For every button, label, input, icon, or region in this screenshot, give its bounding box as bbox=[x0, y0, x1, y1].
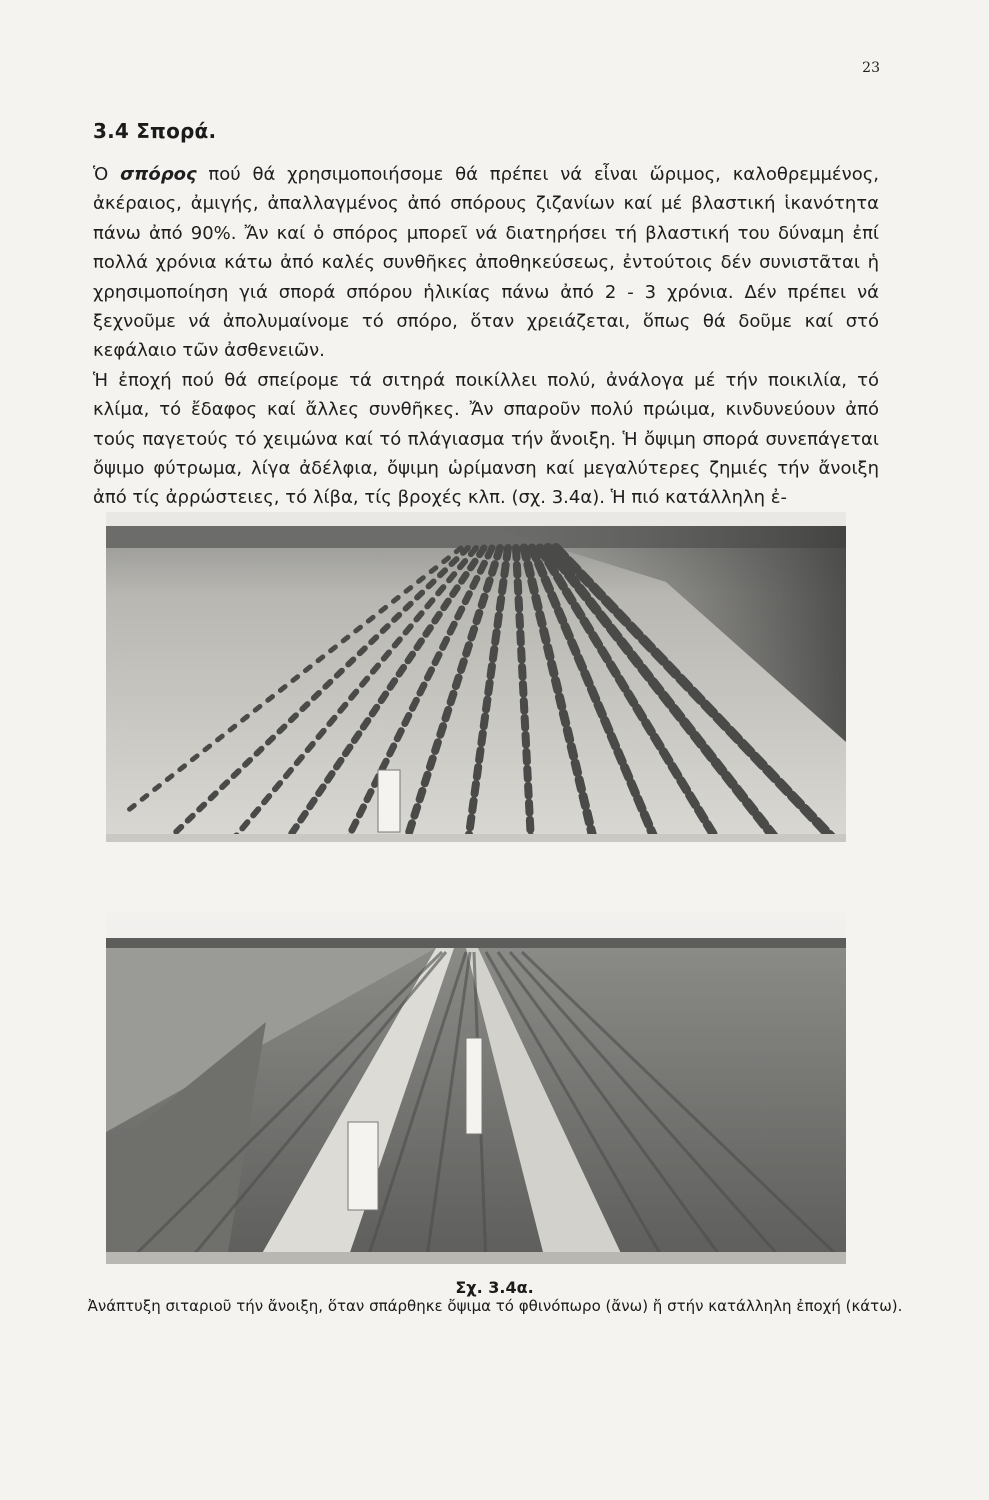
paragraph-1-text: πού θά χρησιμοποιήσομε θά πρέπει νά εἶναι ὥριμος, καλοθρεμμένος, ἀκέραιος, ἀμιγής, ἀπαλλαγμένος ἀπό σπόρους ζιζανίων καί μέ βλαστική ἱκανότητα πάνω ἀπό 90%. Ἄν καί ὁ σπόρος μπορεῖ νά διατηρήσει τή βλαστική του δύναμη ἐπί πολλά χρόνια κάτω ἀπό καλές συνθῆκες ἀποθηκεύσεως, ἐντούτοις δέν συνιστᾶται ἡ χρησιμοποίηση γιά σπορά σπόρου ἡλικίας πάνω ἀπό 2 - 3 χρόνια. Δέν πρέπει νά ξεχνοῦμε νά ἀπολυμαίνομε τό σπόρο, ὅταν χρειάζεται, ὅπως θά δοῦμε καί στό κεφάλαιο τῶν ἀσθενειῶν. bbox=[93, 164, 879, 362]
photo-late-sowing bbox=[106, 512, 846, 842]
page-number: 23 bbox=[862, 60, 880, 76]
paragraph-1-emphasis: σπόρος bbox=[120, 164, 197, 185]
section-heading: 3.4 Σπορά. bbox=[93, 119, 217, 143]
photo-timely-sowing bbox=[106, 912, 846, 1264]
paragraph-1 bbox=[93, 160, 879, 366]
photo-late-sowing-graphic bbox=[106, 512, 846, 842]
photo-timely-sowing-graphic bbox=[106, 912, 846, 1264]
paragraph-2: Ἡ ἐποχή πού θά σπείρομε τά σιτηρά ποικίλλει πολύ, ἀνάλογα μέ τήν ποικιλία, τό κλίμα, τό ἔδαφος καί ἄλλες συνθῆκες. Ἄν σπαροῦν πολύ πρώιμα, κινδυνεύουν ἀπό τούς παγετούς τό χειμώνα καί τό πλάγιασμα τήν ἄνοιξη. Ἡ ὄψιμη σπορά συνεπάγεται ὄψιμο φύτρωμα, λίγα ἀδέλφια, ὄψιμη ὡρίμανση καί μεγαλύτερες ζημιές τήν ἄνοιξη ἀπό τίς ἀρρώστειες, τό λίβα, τίς βροχές κλπ. (σχ. 3.4α). Ἡ πιό κατάλληλη ἐ- bbox=[93, 369, 879, 509]
paragraph-1-lead: Ὁ bbox=[93, 164, 121, 185]
figure-number: Σχ. 3.4α. bbox=[455, 1278, 534, 1297]
body-text bbox=[93, 160, 879, 513]
figure-caption: Ἀνάπτυξη σιταριοῦ τήν ἄνοιξη, ὅταν σπάρθηκε ὄψιμα τό φθινόπωρο (ἄνω) ἤ στήν κατάλληλη ἐποχή (κάτω). bbox=[87, 1297, 903, 1315]
